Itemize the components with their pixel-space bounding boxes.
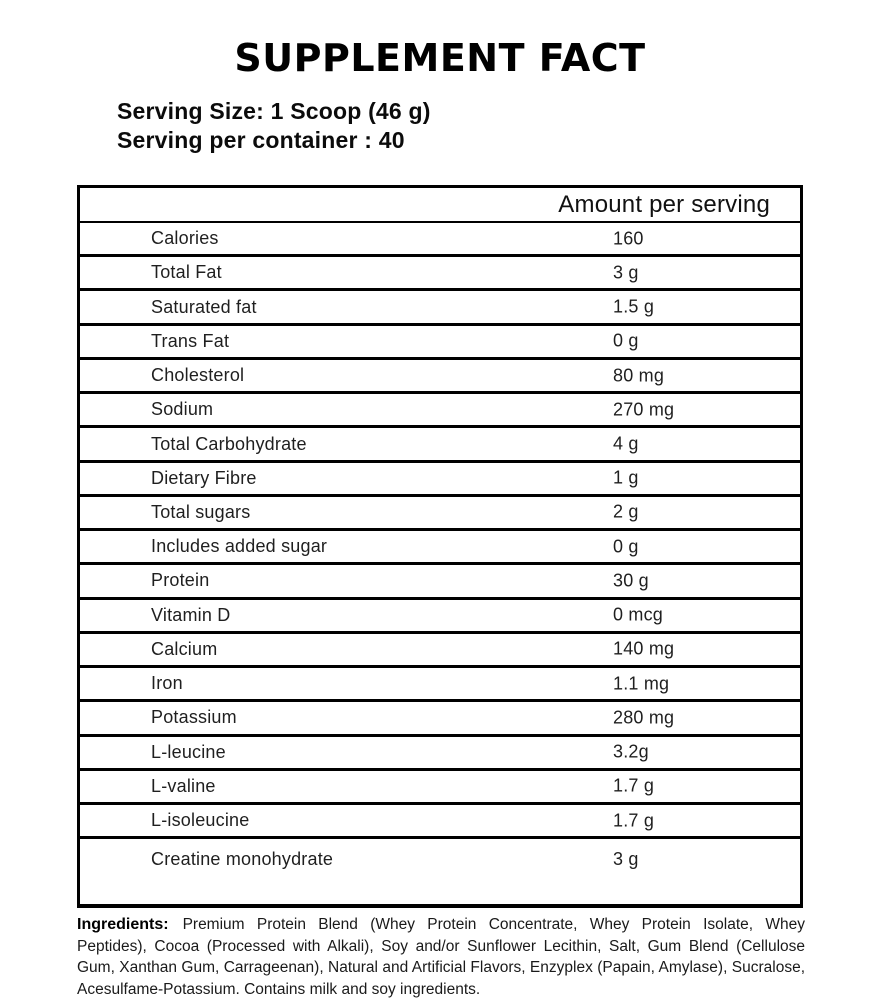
nutrient-value: 1.7 g (613, 775, 655, 796)
nutrient-value: 280 mg (613, 707, 675, 728)
table-row (80, 463, 800, 497)
nutrient-label: Creatine monohydrate (151, 849, 334, 870)
nutrient-value: 4 g (613, 433, 639, 454)
table-row (80, 839, 800, 904)
nutrient-value: 1.7 g (613, 810, 655, 831)
nutrient-value: 3.2g (613, 741, 649, 762)
table-row (80, 668, 800, 702)
nutrient-label: Potassium (151, 707, 237, 728)
nutrient-value: 1.5 g (613, 296, 655, 317)
nutrient-value: 0 g (613, 330, 639, 351)
table-row (80, 257, 800, 291)
nutrient-label: Includes added sugar (151, 536, 328, 557)
table-row (80, 326, 800, 360)
nutrient-label: Total Fat (151, 262, 222, 283)
nutrient-label: Saturated fat (151, 296, 257, 317)
facts-table (77, 185, 803, 908)
nutrient-value: 3 g (613, 262, 639, 283)
serving-size-line: Serving Size: 1 Scoop (46 g) (117, 98, 431, 124)
table-row (80, 394, 800, 428)
nutrient-label: Sodium (151, 399, 214, 420)
table-row (80, 565, 800, 599)
ingredients-label: Ingredients: (77, 916, 169, 933)
nutrient-label: L-valine (151, 775, 216, 796)
nutrient-label: Protein (151, 570, 210, 591)
table-row (80, 428, 800, 462)
page-title: SUPPLEMENT FACT (234, 36, 646, 80)
table-header-amount-per-serving: Amount per serving (80, 188, 800, 223)
table-row (80, 771, 800, 805)
ingredients-paragraph (77, 914, 805, 1000)
table-row (80, 360, 800, 394)
table-row (80, 497, 800, 531)
nutrient-value: 270 mg (613, 399, 675, 420)
serving-info (117, 97, 431, 155)
table-body (80, 223, 800, 904)
table-row (80, 702, 800, 736)
nutrient-label: Cholesterol (151, 365, 245, 386)
nutrient-label: Total sugars (151, 501, 251, 522)
table-row (80, 805, 800, 839)
nutrient-value: 30 g (613, 570, 649, 591)
nutrient-value: 0 mcg (613, 604, 664, 625)
nutrient-label: Trans Fat (151, 330, 230, 351)
nutrient-value: 80 mg (613, 365, 665, 386)
nutrient-label: Dietary Fibre (151, 467, 257, 488)
nutrient-value: 1 g (613, 467, 639, 488)
table-row (80, 600, 800, 634)
servings-per-container-line: Serving per container : 40 (117, 127, 405, 153)
nutrient-label: Vitamin D (151, 604, 231, 625)
nutrient-label: L-leucine (151, 741, 226, 762)
nutrient-value: 140 mg (613, 638, 675, 659)
nutrient-label: L-isoleucine (151, 810, 250, 831)
table-row (80, 291, 800, 325)
nutrient-label: Total Carbohydrate (151, 433, 307, 454)
table-row (80, 737, 800, 771)
nutrient-value: 0 g (613, 536, 639, 557)
nutrient-label: Calories (151, 228, 219, 249)
nutrient-label: Iron (151, 673, 183, 694)
nutrient-value: 1.1 mg (613, 673, 670, 694)
nutrient-value: 160 (613, 228, 644, 249)
table-row (80, 634, 800, 668)
table-row (80, 223, 800, 257)
nutrient-label: Calcium (151, 638, 218, 659)
table-row (80, 531, 800, 565)
ingredients-text: Premium Protein Blend (Whey Protein Concentrate, Whey Protein Isolate, Whey Peptides), Cocoa (Processed with Alkali), Soy and/or Sunflower Lecithin, Salt, Gum Blend (Cellulose Gum, Xanthan Gum, Carrageenan), Natural and Artificial Flavors, Enzyplex (Papain, Amylase), Sucralose, Acesulfame-Potassium. Contains milk and soy ingredients. (77, 916, 805, 998)
nutrient-value: 2 g (613, 501, 639, 522)
nutrient-value: 3 g (613, 849, 639, 870)
